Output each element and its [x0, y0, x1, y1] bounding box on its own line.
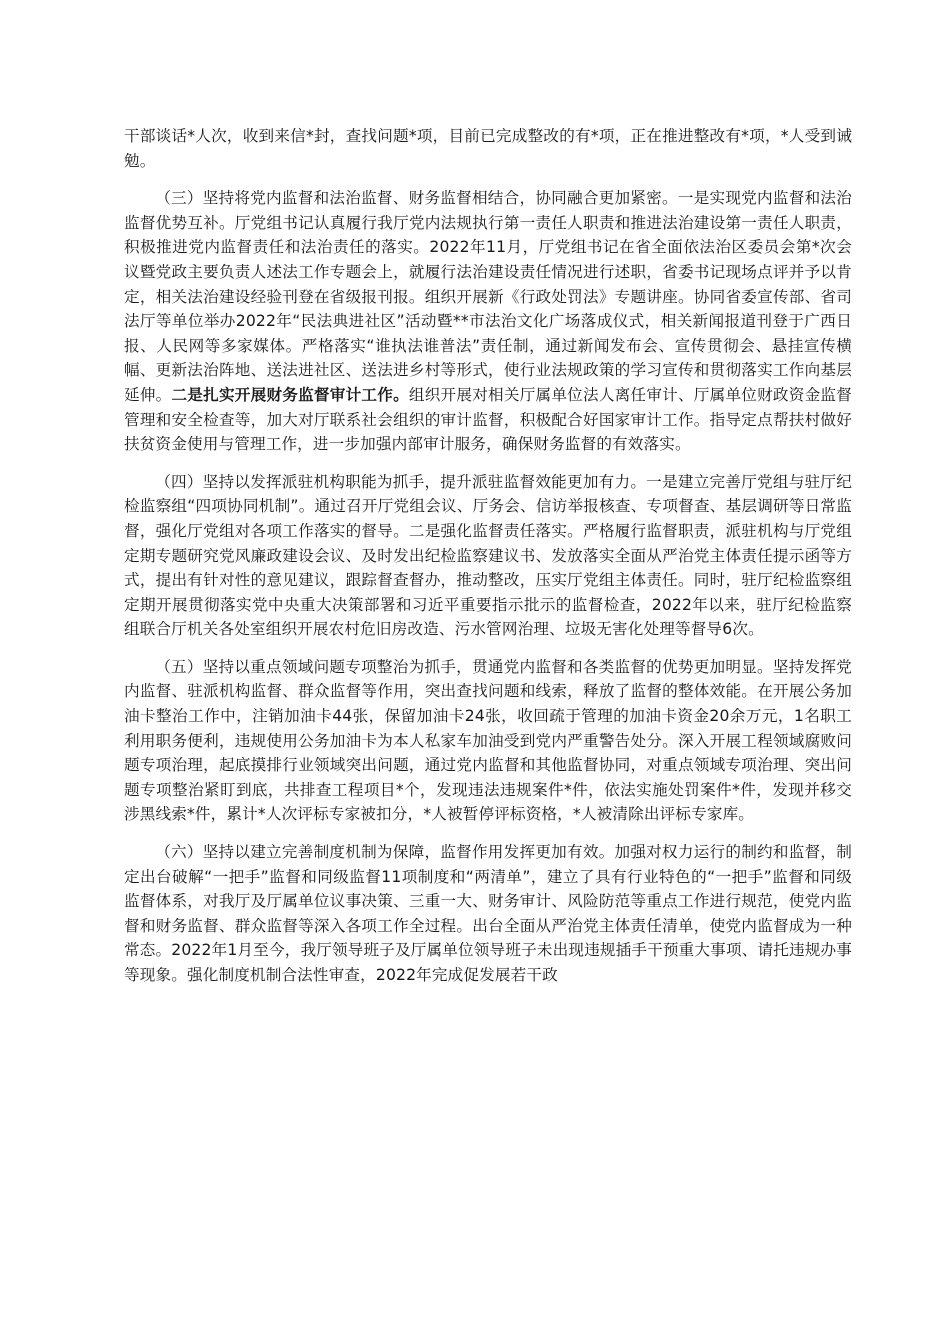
- paragraph-text: （五）坚持以重点领域问题专项整治为抓手，贯通党内监督和各类监督的优势更加明显。坚持发挥党内监督、驻派机构监督、群众监督等作用，突出查找问题和线索，释放了监督的整体效能。在开展公务加油卡整治工作中，注销加油卡44张，保留加油卡24张，收回疏于管理的加油卡资金20余万元，1名职工利用职务便利，违规使用公务加油卡为本人私家车加油受到党内严重警告处分。深入开展工程领域腐败问题专项治理，起底摸排行业领域突出问题，通过党内监督和其他监督协同，对重点领域专项治理、突出问题专项整治紧盯到底，共排查工程项目*个，发现违法违规案件*件，依法实施处罚案件*件，发现并移交涉黑线索*件，累计*人次评标专家被扣分，*人被暂停评标资格，*人被清除出评标专家库。: [124, 657, 852, 824]
- paragraph-text: 组织开展对相关厅属单位法人离任审计、厅属单位财政资金监督管理和安全检查等，加大对厅联系社会组织的审计监督，积极配合好国家审计工作。指导定点帮扶村做好扶贫资金使用与管理工作，进一步加强内部审计服务，确保财务监督的有效落实。: [124, 385, 852, 454]
- paragraph-section-six: [124, 840, 852, 988]
- paragraph-text: （四）坚持以发挥派驻机构职能为抓手，提升派驻监督效能更加有力。一是建立完善厅党组与驻厅纪检监察组“四项协同机制”。通过召开厅党组会议、厅务会、信访举报核查、专项督查、基层调研等日常监督，强化厅党组对各项工作落实的督导。二是强化监督责任落实。严格履行监督职责，派驻机构与厅党组定期专题研究党风廉政建设会议、及时发出纪检监察建议书、发放落实全面从严治党主体责任提示函等方式，提出有针对性的意见建议，跟踪督查督办，推动整改，压实厅党组主体责任。同时，驻厅纪检监察组定期开展贯彻落实党中央重大决策部署和习近平重要指示批示的监督检查，2022年以来，驻厅纪检监察组联合厅机关各处室组织开展农村危旧房改造、污水管网治理、垃圾无害化处理等督导6次。: [124, 472, 852, 639]
- paragraph-bold-heading: 二是扎实开展财务监督审计工作。: [171, 385, 409, 404]
- document-body: [124, 124, 852, 988]
- paragraph-text: （三）坚持将党内监督和法治监督、财务监督相结合，协同融合更加紧密。一是实现党内监督和法治监督优势互补。厅党组书记认真履行我厅党内法规执行第一责任人职责和推进法治建设第一责任人职责，积极推进党内监督责任和法治责任的落实。2022年11月，厅党组书记在省全面依法治区委员会第*次会议暨党政主要负责人述法工作专题会上，就履行法治建设责任情况进行述职，省委书记现场点评并予以肯定，相关法治建设经验刊登在省级报刊报。组织开展新《行政处罚法》专题讲座。协同省委宣传部、省司法厅等单位举办2022年“民法典进社区”活动暨**市法治文化广场落成仪式，相关新闻报道刊登于广西日报、人民网等多家媒体。严格落实“谁执法谁普法”责任制，通过新闻发布会、宣传贯彻会、悬挂宣传横幅、更新法治阵地、送法进社区、送法进乡村等形式，使行业法规政策的学习宣传和贯彻落实工作向基层延伸。: [124, 189, 852, 404]
- paragraph-section-four: [124, 470, 852, 642]
- paragraph-continuation: [124, 124, 852, 173]
- paragraph-section-five: [124, 655, 852, 827]
- paragraph-section-three: [124, 186, 852, 457]
- paragraph-text: 干部谈话*人次，收到来信*封，查找问题*项，目前已完成整改的有*项，正在推进整改有*项，*人受到诫勉。: [124, 127, 852, 170]
- paragraph-text: （六）坚持以建立完善制度机制为保障，监督作用发挥更加有效。加强对权力运行的制约和监督，制定出台破解“一把手”监督和同级监督11项制度和“两清单”，建立了具有行业特色的“一把手”监督和同级监督体系，对我厅及厅属单位议事决策、三重一大、财务审计、风险防范等重点工作进行规范，使党内监督和财务监督、群众监督等深入各项工作全过程。出台全面从严治党主体责任清单，使党内监督成为一种常态。2022年1月至今，我厅领导班子及厅属单位领导班子未出现违规插手干预重大事项、请托违规办事等现象。强化制度机制合法性审查，2022年完成促发展若干政: [124, 843, 852, 984]
